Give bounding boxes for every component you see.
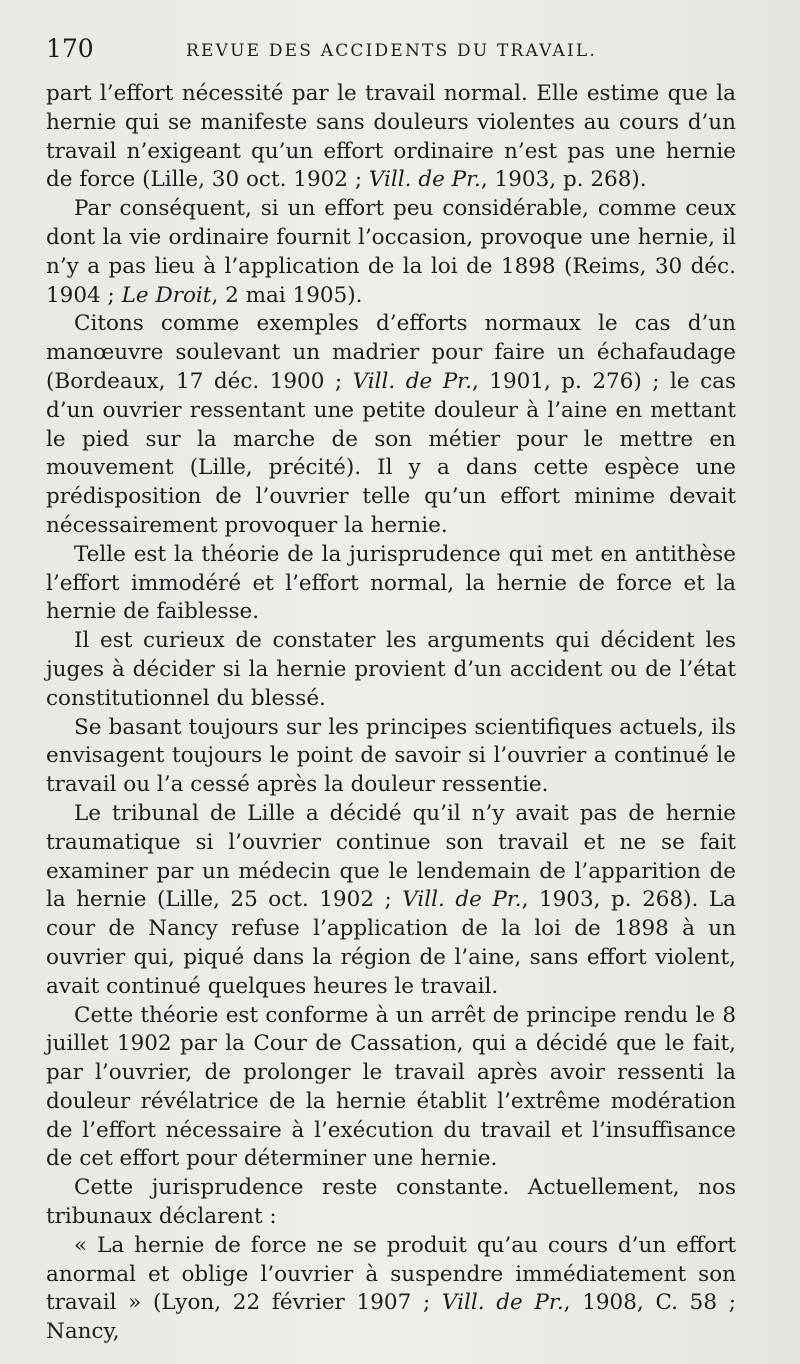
paragraph [46, 1232, 736, 1347]
paragraph-text: , 1908, C. 58 ; Nancy, [46, 1290, 736, 1345]
citation-italic: Vill. de Pr. [352, 368, 472, 394]
paragraph-text: Il est curieux de constater les arguments qui décident les juges à décider si la hernie provient d’un accident ou de l’état constitutionnel du blessé. [46, 628, 736, 711]
page-body-text [46, 80, 736, 1347]
paragraph-text: Le tribunal de Lille a décidé qu’il n’y avait pas de hernie traumatique si l’ouvrier continue son travail et ne se fait examiner par un médecin que le lendemain de l’apparition de la hernie (Lille, 25 oct. 1902 ; [46, 800, 736, 913]
paragraph-text: « La hernie de force ne se produit qu’au cours d’un effort anormal et oblige l’ouvrier à suspendre immédiatement son travail » (Lyon, 22 février 1907 ; [46, 1232, 736, 1316]
citation-italic: Le Droit [121, 282, 212, 308]
citation-italic: Vill. de Pr. [441, 1290, 564, 1316]
paragraph-text: Telle est la théorie de la jurisprudence qui met en antithèse l’effort immodéré et l’effort normal, la hernie de force et la hernie de faiblesse. [46, 541, 736, 625]
running-head: REVUE DES ACCIDENTS DU TRAVAIL. [186, 41, 597, 61]
paragraph [46, 627, 736, 713]
paragraph [46, 195, 736, 310]
paragraph-text: part l’effort nécessité par le travail normal. Elle estime que la hernie qui se manifeste sans douleurs violentes au cours d’un travail n’exigeant qu’un effort ordinaire n’est pas une hernie de force (Lille, 30 oct. 1902 ; [46, 81, 736, 193]
paragraph-text: Se basant toujours sur les principes scientifiques actuels, ils envisagent toujours le point de savoir si l’ouvrier a continué le travail ou l’a cessé après la douleur ressentie. [46, 714, 736, 798]
paragraph [46, 541, 736, 627]
paragraph [46, 1174, 736, 1232]
page-header [46, 34, 746, 68]
paragraph-text: Par conséquent, si un effort peu considérable, comme ceux dont la vie ordinaire fournit l’occasion, provoque une hernie, il n’y a pas lieu à l’application de la loi de 1898 (Reims, 30 déc. 1904 ; [46, 196, 736, 308]
paragraph-text: , 1901, p. 276) ; le cas d’un ouvrier ressentant une petite douleur à l’aine en mettant le pied sur la marche de son métier pour le mettre en mouvement (Lille, précité). Il y a dans cette espèce une prédisposition de l’ouvrier telle qu’un effort minime devait nécessairement provoquer la hernie. [46, 368, 737, 538]
paragraph-text: Citons comme exemples d’efforts normaux le cas d’un manœuvre soulevant un madrier pour faire un échafaudage (Bordeaux, 17 déc. 1900 ; [46, 311, 736, 394]
paragraph-text: Cette jurisprudence reste constante. Actuellement, nos tribunaux déclarent : [46, 1175, 736, 1230]
citation-italic: Vill. de Pr. [368, 167, 481, 193]
paragraph-text: , 2 mai 1905). [211, 282, 363, 308]
citation-italic: Vill. de Pr. [402, 887, 522, 913]
paragraph-text: , 1903, p. 268). [480, 167, 647, 193]
paragraph [46, 310, 736, 540]
paragraph [46, 1002, 736, 1175]
paragraph [46, 80, 736, 195]
page-number: 170 [46, 34, 94, 63]
paragraph-text: Cette théorie est conforme à un arrêt de principe rendu le 8 juillet 1902 par la Cour de Cassation, qui a décidé que le fait, par l’ouvrier, de prolonger le travail après avoir ressenti la douleur révélatrice de la hernie établit l’extrême modération de l’effort nécessaire à l’exécution du travail et l’insuffisance de cet effort pour déterminer une hernie. [46, 1002, 736, 1172]
paragraph [46, 800, 736, 1002]
paragraph [46, 714, 736, 800]
paragraph-text: , 1903, p. 268). La cour de Nancy refuse l’application de la loi de 1898 à un ouvrier qui, piqué dans la région de l’aine, sans effort violent, avait continué quelques heures le travail. [46, 887, 736, 999]
